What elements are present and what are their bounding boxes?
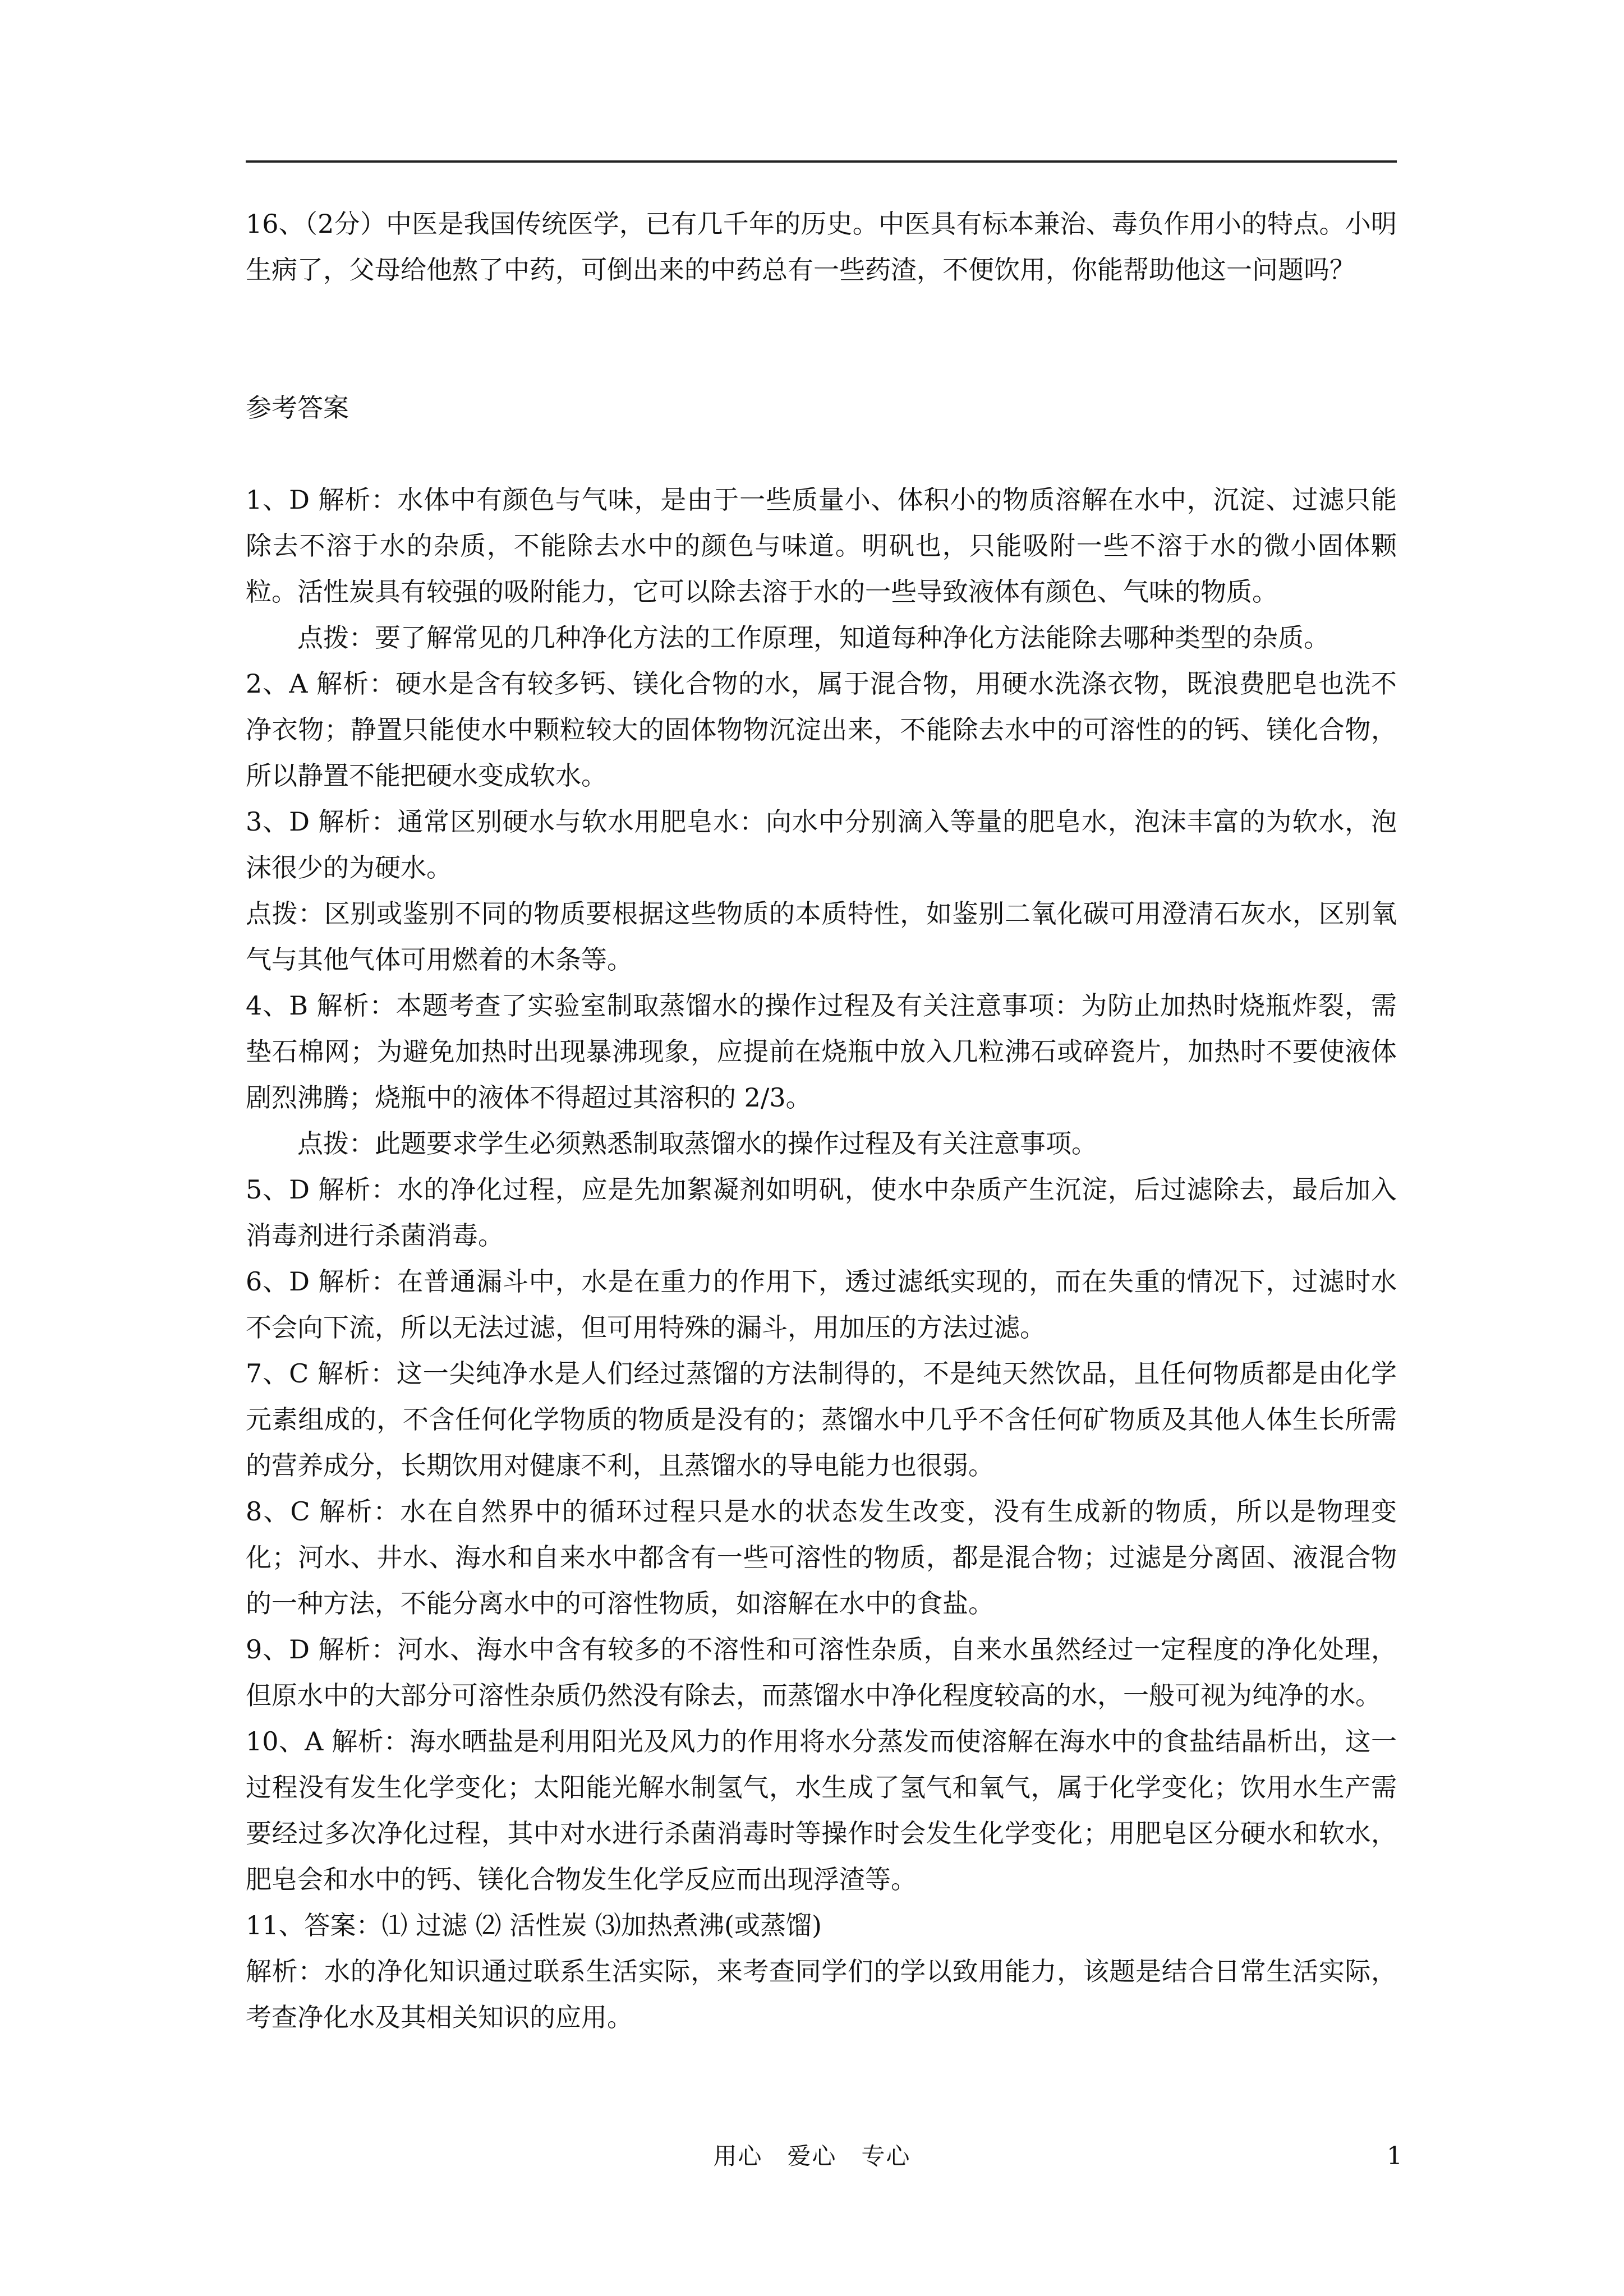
answer-8: 8、C 解析：水在自然界中的循环过程只是水的状态发生改变，没有生成新的物质，所以是物理变化；河水、井水、海水和自来水中都含有一些可溶性的物质，都是混合物；过滤是分离固、液混合物的一种方法，不能分离水中的可溶性物质，如溶解在水中的食盐。 — [246, 1496, 1397, 1619]
answer-1-tip: 点拨：要了解常见的几种净化方法的工作原理，知道每种净化方法能除去哪种类型的杂质。 — [297, 623, 1329, 653]
answer-5: 5、D 解析：水的净化过程，应是先加絮凝剂如明矾，使水中杂质产生沉淀，后过滤除去，最后加入消毒剂进行杀菌消毒。 — [246, 1174, 1397, 1251]
answer-1: 1、D 解析：水体中有颜色与气味，是由于一些质量小、体积小的物质溶解在水中，沉淀、过滤只能除去不溶于水的杂质，不能除去水中的颜色与味道。明矾也，只能吸附一些不溶于水的微小固体颗粒。活性炭具有较强的吸附能力，它可以除去溶于水的一些导致液体有颜色、气味的物质。 — [246, 485, 1397, 607]
answer-11-analysis: 解析：水的净化知识通过联系生活实际，来考查同学们的学以致用能力，该题是结合日常生活实际，考查净化水及其相关知识的应用。 — [246, 1956, 1397, 2032]
document-body — [246, 201, 1397, 2040]
spacer — [246, 431, 1397, 477]
header-rule — [246, 160, 1397, 163]
spacer — [246, 293, 1397, 385]
answer-7: 7、C 解析：这一尖纯净水是人们经过蒸馏的方法制得的，不是纯天然饮品，且任何物质都是由化学元素组成的，不含任何化学物质的物质是没有的；蒸馏水中几乎不含任何矿物质及其他人体生长所需的营养成分，长期饮用对健康不利，且蒸馏水的导电能力也很弱。 — [246, 1358, 1397, 1481]
answer-3: 3、D 解析：通常区别硬水与软水用肥皂水：向水中分别滴入等量的肥皂水，泡沫丰富的为软水，泡沫很少的为硬水。 — [246, 806, 1397, 883]
answer-4-tip: 点拨：此题要求学生必须熟悉制取蒸馏水的操作过程及有关注意事项。 — [297, 1128, 1097, 1159]
page-number: 1 — [1387, 2142, 1402, 2170]
answer-2: 2、A 解析：硬水是含有较多钙、镁化合物的水，属于混合物，用硬水洗涤衣物，既浪费肥皂也洗不净衣物；静置只能使水中颗粒较大的固体物物沉淀出来，不能除去水中的可溶性的的钙、镁化合物，所以静置不能把硬水变成软水。 — [246, 668, 1397, 791]
answers-heading: 参考答案 — [246, 393, 349, 423]
footer-motto: 用心 爱心 专心 — [713, 2142, 911, 2170]
answer-11: 11、答案：⑴ 过滤 ⑵ 活性炭 ⑶加热煮沸(或蒸馏) — [246, 1910, 822, 1940]
answer-3-tip: 点拨：区别或鉴别不同的物质要根据这些物质的本质特性，如鉴别二氧化碳可用澄清石灰水，区别氧气与其他气体可用燃着的木条等。 — [246, 898, 1397, 975]
answer-9: 9、D 解析：河水、海水中含有较多的不溶性和可溶性杂质，自来水虽然经过一定程度的净化处理，但原水中的大部分可溶性杂质仍然没有除去，而蒸馏水中净化程度较高的水，一般可视为纯净的水。 — [246, 1634, 1397, 1711]
question-16: 16、（2分）中医是我国传统医学，已有几千年的历史。中医具有标本兼治、毒负作用小的特点。小明生病了，父母给他熬了中药，可倒出来的中药总有一些药渣，不便饮用，你能帮助他这一问题吗？ — [246, 209, 1397, 285]
answer-6: 6、D 解析：在普通漏斗中，水是在重力的作用下，透过滤纸实现的，而在失重的情况下，过滤时水不会向下流，所以无法过滤，但可用特殊的漏斗，用加压的方法过滤。 — [246, 1266, 1397, 1343]
answer-10: 10、A 解析：海水晒盐是利用阳光及风力的作用将水分蒸发而使溶解在海水中的食盐结晶析出，这一过程没有发生化学变化；太阳能光解水制氢气，水生成了氢气和氧气，属于化学变化；饮用水生产需要经过多次净化过程，其中对水进行杀菌消毒时等操作时会发生化学变化；用肥皂区分硬水和软水，肥皂会和水中的钙、镁化合物发生化学反应而出现浮渣等。 — [246, 1726, 1397, 1894]
answer-4: 4、B 解析：本题考查了实验室制取蒸馏水的操作过程及有关注意事项：为防止加热时烧瓶炸裂，需垫石棉网；为避免加热时出现暴沸现象，应提前在烧瓶中放入几粒沸石或碎瓷片，加热时不要使液体剧烈沸腾；烧瓶中的液体不得超过其溶积的 2/3。 — [246, 990, 1397, 1113]
